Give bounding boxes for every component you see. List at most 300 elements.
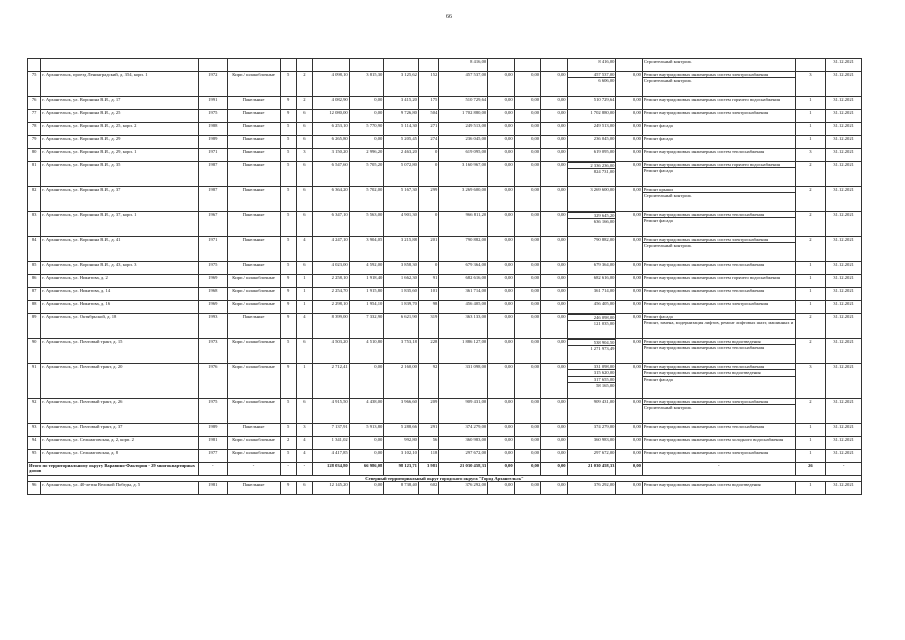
area-residential-cell: 5 702,00 [349, 187, 384, 212]
floors-cell: 5 [280, 262, 296, 275]
entrances-cell: 6 [296, 162, 312, 187]
dash-cell: - [296, 463, 312, 476]
row-number: 88 [28, 301, 41, 314]
work-type: Ремонт внутридомовых инженерных систем водоотведения [643, 339, 761, 344]
floors-cell: 9 [280, 482, 296, 495]
cost-owner-cell: 909 431,00 [567, 399, 616, 424]
material-cell: Панельные [227, 482, 280, 495]
address-cell: г. Архангельск, ул. Никитова, д. 16 [41, 301, 199, 314]
entrances-cell: 4 [296, 314, 312, 339]
table-row [28, 123, 862, 136]
row-number: 96 [28, 482, 41, 495]
work-type-cell [642, 237, 795, 262]
area-residential-cell: 1 954,10 [349, 301, 384, 314]
work-type: Ремонт, замена, модернизация лифтов, ремонт лифтовых шахт, машинных и [643, 320, 794, 326]
table-row [28, 482, 862, 495]
address-cell: г. Архангельск, ул. Сельмаговская, д. 2, корп. 2 [41, 437, 199, 450]
residents-cell: 0 [418, 212, 438, 237]
work-type-cell [642, 450, 795, 463]
residents-cell: 92 [418, 364, 438, 399]
cost-total-cell: 966 811,20 [439, 212, 488, 237]
table-row [28, 162, 862, 187]
year-cell: 1975 [199, 262, 228, 275]
dash-cell: - [227, 463, 280, 476]
sub-amount: 58 165,00 [568, 382, 616, 388]
cost-total-cell: 331 098,00 [439, 364, 488, 399]
cost-owner-cell: 3 269 600,00 [567, 187, 616, 212]
fund-cell: 0,00 [488, 339, 514, 364]
address-cell: г. Архангельск, ул. Почтовый тракт, д. 26 [41, 399, 199, 424]
area-total-cell: 4 915,50 [313, 399, 350, 424]
fund-cell: 0,00 [488, 136, 514, 149]
fund-cell: 0,00 [541, 482, 567, 495]
material-cell: Панельные [227, 424, 280, 437]
cost-owner-cell [567, 339, 616, 364]
fund-cell: 0,00 [514, 110, 540, 123]
residents-cell: 0 [418, 262, 438, 275]
cost-owner-cell: 297 672,00 [567, 450, 616, 463]
sub-amount: 317 655,00 [568, 376, 616, 382]
address-cell: г. Архангельск, проезд Ленинградский, д. 354, корп. 1 [41, 72, 199, 97]
year-cell: 1976 [199, 364, 228, 399]
fund-cell: 0,00 [488, 399, 514, 424]
fund-cell: 0,00 [514, 301, 540, 314]
floors-cell: 2 [280, 437, 296, 450]
area-total-cell: 3 150,20 [313, 149, 350, 162]
deadline-cell: 31.12.2021 [826, 149, 862, 162]
row-number: 76 [28, 97, 41, 110]
fund-cell: 0,00 [541, 314, 567, 339]
cost-total-cell: 456 405,00 [439, 301, 488, 314]
entrances-cell: 3 [296, 424, 312, 437]
material-cell: Панельные [227, 262, 280, 275]
row-number: 77 [28, 110, 41, 123]
cost-owner-cell: 21 030 458,33 [567, 463, 616, 476]
cost-total-cell: 297 672,00 [439, 450, 488, 463]
work-type-cell [642, 482, 795, 495]
table-row [28, 59, 862, 72]
entrances-cell: 6 [296, 123, 312, 136]
floors-cell: 9 [280, 110, 296, 123]
dash-cell: - [280, 463, 296, 476]
work-type-cell [642, 97, 795, 110]
deadline-cell: 31.12.2021 [826, 97, 862, 110]
cost-owner-cell: 331 098,00 315 620,00 317 655,00 58 165,00 [567, 364, 616, 399]
work-type: Строительный контроль [643, 242, 795, 248]
area-total-cell: 2 712,41 [313, 364, 350, 399]
work-type: Ремонт внутридомовых инженерных систем теплоснабжения [643, 212, 765, 217]
table-row [28, 187, 862, 212]
work-type: Ремонт внутридомовых инженерных систем теплоснабжения [643, 262, 765, 267]
fund-cell: 0,00 [541, 262, 567, 275]
material-cell: Кирп./ шлакоблочные [227, 450, 280, 463]
fund-cell: 0,00 [616, 399, 642, 424]
fund-cell: 0,00 [488, 288, 514, 301]
deadline-cell: 31.12.2021 [826, 288, 862, 301]
fund-cell: 0,00 [541, 275, 567, 288]
area-total-cell: 4 082,90 [313, 97, 350, 110]
entrances-cell: 6 [296, 187, 312, 212]
fund-cell: 0,00 [616, 450, 642, 463]
row-number: 90 [28, 339, 41, 364]
row-number: 79 [28, 136, 41, 149]
cost-owner-cell: 682 616,00 [567, 275, 616, 288]
fund-cell: 0,00 [514, 136, 540, 149]
fund-cell: 0,00 [514, 437, 540, 450]
cost-owner-cell: 360 983,00 [567, 437, 616, 450]
area-owned-cell: 5 205,45 [384, 136, 419, 149]
table-row [28, 424, 862, 437]
area-total-cell: 8 399,00 [313, 314, 350, 339]
fund-cell: 0,00 [616, 72, 642, 97]
year-cell: 1989 [199, 136, 228, 149]
area-total-cell: 12 080,00 [313, 110, 350, 123]
work-type-cell [642, 364, 795, 399]
area-residential-cell: 4 438,00 [349, 399, 384, 424]
area-residential-cell: 0,00 [349, 482, 384, 495]
cost-owner-cell: 361 714,00 [567, 288, 616, 301]
area-residential-cell: 2 996,20 [349, 149, 384, 162]
row-number: 92 [28, 399, 41, 424]
cost-owner-cell: 376 292,00 [567, 482, 616, 495]
year-cell: 1971 [199, 149, 228, 162]
deadline-cell: 31.12.2021 [826, 450, 862, 463]
residents-cell: 319 [418, 314, 438, 339]
entrances-cell: 6 [296, 339, 312, 364]
work-type-cell [642, 301, 795, 314]
year-cell: 1981 [199, 437, 228, 450]
work-type: Ремонт фасада [643, 217, 795, 223]
floors-cell: 5 [280, 72, 296, 97]
fund-cell: 0,00 [488, 212, 514, 237]
floors-cell: 9 [280, 301, 296, 314]
deadline-cell: 31.12.2021 [826, 162, 862, 187]
fund-cell: 0,00 [541, 162, 567, 187]
fund-cell: 0,00 [616, 262, 642, 275]
entrances-cell: 3 [296, 149, 312, 162]
material-cell: Панельные [227, 187, 280, 212]
cost-total-cell: 361 714,00 [439, 288, 488, 301]
fund-cell: 0,00 [514, 339, 540, 364]
floors-cell: 9 [280, 97, 296, 110]
dash-cell: - [642, 463, 795, 476]
fund-cell: 0,00 [541, 123, 567, 136]
deadline-cell: 31.12.2021 [826, 59, 862, 72]
cost-total-cell: 790 882,00 [439, 237, 488, 262]
group-cell: 3 [795, 72, 826, 97]
table-row [28, 149, 862, 162]
residents-cell: 602 [418, 482, 438, 495]
fund-cell: 0,00 [541, 364, 567, 399]
area-owned-cell: 1 835,60 [384, 288, 419, 301]
cost-owner-cell: 510 729,64 [567, 97, 616, 110]
fund-cell: 0,00 [541, 339, 567, 364]
deadline-cell: 31.12.2021 [826, 72, 862, 97]
area-residential-cell: 1 918,40 [349, 275, 384, 288]
fund-cell: 0,00 [616, 187, 642, 212]
cost-owner-cell: 679 364,00 [567, 262, 616, 275]
floors-cell: 5 [280, 149, 296, 162]
deadline-cell: 31.12.2021 [826, 364, 862, 399]
year-cell: 1975 [199, 399, 228, 424]
work-type: Строительный контроль [643, 192, 795, 198]
cost-owner-cell: 619 095,00 [567, 149, 616, 162]
work-type-cell [642, 275, 795, 288]
work-type-cell [642, 72, 795, 97]
fund-cell: 0,00 [514, 482, 540, 495]
material-cell: Кирп./ шлакоблочные [227, 437, 280, 450]
fund-cell: 0,00 [488, 314, 514, 339]
dash-cell: - [199, 463, 228, 476]
area-total-cell: 4 023,00 [313, 262, 350, 275]
material-cell: Панельные [227, 136, 280, 149]
entrances-cell: 4 [296, 450, 312, 463]
row-number: 91 [28, 364, 41, 399]
work-type: Ремонт внутридомовых инженерных систем теплоснабжения [643, 364, 765, 369]
address-cell: г. Архангельск, ул. Воронина В.И., д. 35 [41, 162, 199, 187]
cost-owner-cell: 457 537,00 6 606,00 [567, 72, 616, 97]
work-type: Ремонт внутридомовых инженерных систем теплоснабжения [643, 344, 795, 350]
area-owned-cell: 5 167,30 [384, 187, 419, 212]
work-type: Ремонт внутридомовых инженерных систем водоотведения [643, 369, 795, 375]
group-cell: 3 [795, 149, 826, 162]
cost-owner-cell: 790 882,00 [567, 237, 616, 262]
area-residential-cell: 0,00 [349, 437, 384, 450]
fund-cell: 0,00 [616, 364, 642, 399]
work-type: Ремонт внутридомовых инженерных систем электроснабжения [643, 237, 769, 242]
fund-cell: 0,00 [514, 262, 540, 275]
sub-amount: 121 035,00 [568, 320, 616, 326]
fund-cell: 0,00 [541, 72, 567, 97]
address-cell: г. Архангельск, ул. Воронина В.И., д. 43, корп. 3 [41, 262, 199, 275]
group-cell: 2 [795, 187, 826, 212]
fund-cell: 0,00 [514, 237, 540, 262]
group-cell: 1 [795, 123, 826, 136]
sub-amount: 538 904,50 [568, 339, 616, 345]
work-type-cell [642, 399, 795, 424]
area-total-cell: 6 547,60 [313, 162, 350, 187]
area-total-cell: 128 034,80 [313, 463, 350, 476]
area-residential-cell: 5 770,90 [349, 123, 384, 136]
area-residential-cell: 0,00 [349, 450, 384, 463]
area-total-cell: 1 341,02 [313, 437, 350, 450]
residents-cell: 91 [418, 275, 438, 288]
fund-cell: 0,00 [514, 314, 540, 339]
repair-program-table [27, 58, 862, 495]
deadline-cell: 31.12.2021 [826, 262, 862, 275]
area-total-cell: 7 137,91 [313, 424, 350, 437]
fund-cell: 0,00 [541, 424, 567, 437]
cost-total-cell: 1 886 127,00 [439, 339, 488, 364]
area-owned-cell: 1 662,30 [384, 275, 419, 288]
material-cell: Кирп./ шлакоблочные [227, 399, 280, 424]
deadline-cell: 31.12.2021 [826, 237, 862, 262]
entrances-cell: 4 [296, 437, 312, 450]
area-owned-cell: 3 415,20 [384, 97, 419, 110]
row-number: 86 [28, 275, 41, 288]
entrances-cell: 1 [296, 288, 312, 301]
floors-cell: 5 [280, 212, 296, 237]
entrances-cell: 6 [296, 399, 312, 424]
residents-cell: 228 [418, 339, 438, 364]
sub-amount: 1 271 973,49 [568, 345, 616, 351]
material-cell: Кирп./ шлакоблочные [227, 364, 280, 399]
group-cell: 1 [795, 97, 826, 110]
cost-total-cell: 457 537,00 [439, 72, 488, 97]
fund-cell: 0,00 [514, 288, 540, 301]
group-cell: 1 [795, 450, 826, 463]
area-owned-cell: 992,80 [384, 437, 419, 450]
cost-total-cell: 360 983,00 [439, 437, 488, 450]
area-total-cell: 6 347,10 [313, 212, 350, 237]
work-type: Ремонт крыши [643, 187, 673, 192]
fund-cell: 0,00 [616, 237, 642, 262]
table-row [28, 237, 862, 262]
table-row [28, 110, 862, 123]
area-residential-cell: 5 563,00 [349, 212, 384, 237]
year-cell: 1987 [199, 187, 228, 212]
fund-cell: 0,00 [541, 212, 567, 237]
address-cell: г. Архангельск, ул. Никитова, д. 2 [41, 275, 199, 288]
fund-cell: 0,00 [541, 97, 567, 110]
fund-cell: 0,00 [488, 364, 514, 399]
area-owned-cell: 8 738,40 [384, 482, 419, 495]
area-owned-cell: 6 621,90 [384, 314, 419, 339]
work-type-cell [642, 437, 795, 450]
fund-cell: 0,00 [488, 463, 514, 476]
fund-cell: 0,00 [514, 399, 540, 424]
fund-cell: 0,00 [616, 437, 642, 450]
table-row [28, 136, 862, 149]
row-number: 78 [28, 123, 41, 136]
fund-cell: 0,00 [541, 288, 567, 301]
entrances-cell: 4 [296, 237, 312, 262]
fund-cell: 0,00 [488, 437, 514, 450]
floors-cell: 5 [280, 136, 296, 149]
cost-owner-cell: 374 279,00 [567, 424, 616, 437]
area-residential-cell: 66 986,08 [349, 463, 384, 476]
table-row [28, 72, 862, 97]
table-row [28, 97, 862, 110]
work-type: Ремонт внутридомовых инженерных систем водоотведения [643, 482, 761, 488]
fund-cell: 0,00 [541, 187, 567, 212]
material-cell: Панельные [227, 314, 280, 339]
cost-total-cell: 376 292,00 [439, 482, 488, 495]
work-type: Ремонт внутридомовых инженерных систем горячего водоснабжения [643, 162, 780, 167]
fund-cell: 0,00 [616, 288, 642, 301]
residents-cell: 118 [418, 450, 438, 463]
entrances-cell: 2 [296, 72, 312, 97]
floors-cell: 5 [280, 123, 296, 136]
cost-total-cell: 909 431,00 [439, 399, 488, 424]
fund-cell: 0,00 [616, 482, 642, 495]
year-cell: 1993 [199, 314, 228, 339]
year-cell: 1972 [199, 72, 228, 97]
address-cell: г. Архангельск, ул. Воронина В.И., д. 37 [41, 187, 199, 212]
dash-cell: - [826, 463, 862, 476]
address-cell: г. Архангельск, ул. Почтовый тракт, д. 15 [41, 339, 199, 364]
residents-cell: 201 [418, 237, 438, 262]
fund-cell: 0,00 [616, 162, 642, 187]
work-type-cell [642, 149, 795, 162]
residents-cell: 291 [418, 424, 438, 437]
area-residential-cell: 3 904,05 [349, 237, 384, 262]
fund-cell: 0,00 [616, 110, 642, 123]
section-title: Северный территориальный округ городского округа "Город Архангельск" [28, 476, 862, 482]
work-type: Ремонт внутридомовых инженерных систем электроснабжения [643, 72, 769, 77]
deadline-cell: 31.12.2021 [826, 399, 862, 424]
area-owned-cell: 9 726,80 [384, 110, 419, 123]
area-total-cell: 2 298,10 [313, 301, 350, 314]
area-owned-cell: 1 839,70 [384, 301, 419, 314]
fund-cell: 0,00 [541, 450, 567, 463]
fund-cell: 0,00 [514, 187, 540, 212]
fund-cell: 0,00 [616, 212, 642, 237]
year-cell: 1977 [199, 450, 228, 463]
area-owned-cell: 98 123,71 [384, 463, 419, 476]
entrances-cell: 2 [296, 97, 312, 110]
address-cell: г. Архангельск, ул. Воронина В.И., д. 37, корп. 1 [41, 212, 199, 237]
area-total-cell: 2 254,70 [313, 288, 350, 301]
work-type-cell [642, 212, 795, 237]
residents-cell: 271 [418, 123, 438, 136]
year-cell: 1988 [199, 123, 228, 136]
work-type-cell: Строительный контроль [642, 59, 795, 72]
sub-amount: 824 731,00 [568, 168, 616, 174]
material-cell: Кирп./ шлакоблочные [227, 288, 280, 301]
deadline-cell: 31.12.2021 [826, 424, 862, 437]
entrances-cell: 6 [296, 482, 312, 495]
area-total-cell: 6 364,20 [313, 187, 350, 212]
material-cell: Панельные [227, 162, 280, 187]
group-cell: 2 [795, 399, 826, 424]
group-cell: 1 [795, 275, 826, 288]
address-cell: г. Архангельск, ул. Почтовый тракт, д. 20 [41, 364, 199, 399]
residents-cell: 299 [418, 187, 438, 212]
area-residential-cell: 4 592,00 [349, 262, 384, 275]
area-total-cell: 6 265,80 [313, 136, 350, 149]
area-owned-cell: 5 072,80 [384, 162, 419, 187]
cost-total-cell: 374 279,00 [439, 424, 488, 437]
table-row [28, 437, 862, 450]
material-cell: Панельные [227, 149, 280, 162]
total-row [28, 463, 862, 476]
area-total-cell: 4 098,10 [313, 72, 350, 97]
fund-cell: 0,00 [488, 301, 514, 314]
work-type: Ремонт фасада [643, 136, 673, 141]
address-cell: г. Архангельск, ул. Воронина В.И., д. 29, корп. 1 [41, 149, 199, 162]
work-type: Строительный контроль [643, 77, 795, 83]
row-number: 93 [28, 424, 41, 437]
area-owned-cell: 2 160,00 [384, 364, 419, 399]
table-row [28, 314, 862, 339]
page-number: 66 [446, 14, 452, 20]
floors-cell: 5 [280, 399, 296, 424]
cost-total-cell: 249 513,00 [439, 123, 488, 136]
work-type: Ремонт внутридомовых инженерных систем теплоснабжения [643, 288, 765, 293]
amount-cell: 8 416,00 [567, 59, 616, 72]
floors-cell: 5 [280, 339, 296, 364]
address-cell: г. Архангельск, ул. Никитова, д. 14 [41, 288, 199, 301]
fund-cell: 0,00 [514, 97, 540, 110]
deadline-cell: 31.12.2021 [826, 123, 862, 136]
work-type-cell [642, 339, 795, 364]
floors-cell: 9 [280, 314, 296, 339]
year-cell: 1969 [199, 301, 228, 314]
fund-cell: 0,00 [541, 136, 567, 149]
fund-cell: 0,00 [514, 463, 540, 476]
group-cell: 1 [795, 482, 826, 495]
